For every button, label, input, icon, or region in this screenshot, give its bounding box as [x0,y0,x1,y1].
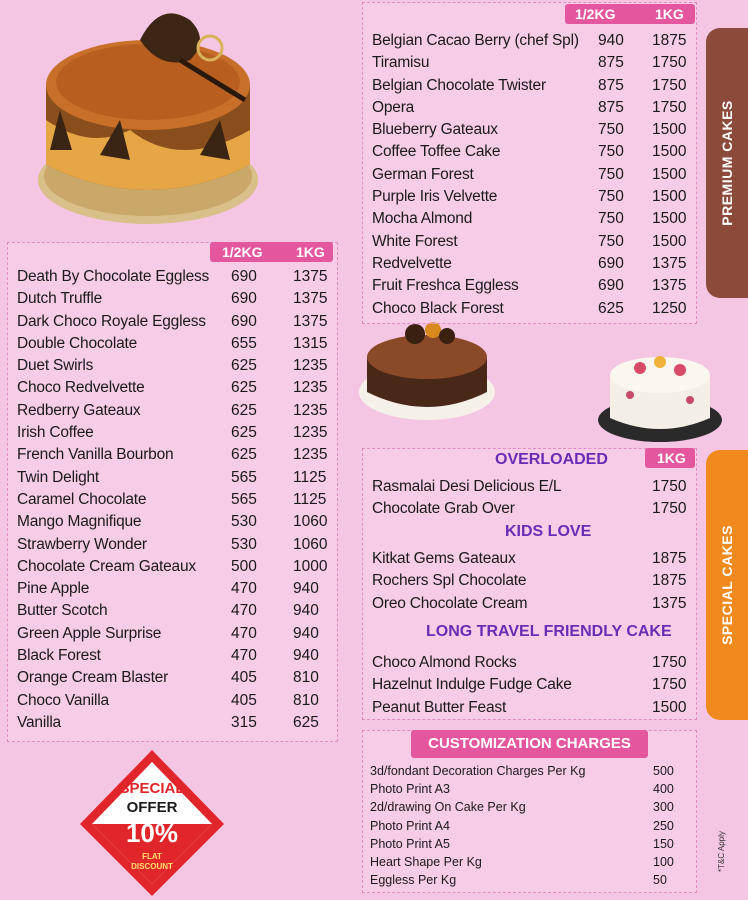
customization-row [370,780,680,798]
cake-name: Vanilla [17,713,61,731]
price-half-kg: 625 [231,446,257,464]
kids-love-list [362,548,697,615]
price-half-kg: 875 [598,76,624,94]
price-1kg: 1500 [652,165,687,183]
cake-name: Strawberry Wonder [17,535,147,553]
price-1kg: 1375 [652,277,687,295]
price-1kg: 940 [293,602,319,620]
cake-row [7,712,338,734]
caramel-cake-image [30,0,270,235]
price-1kg: 940 [293,624,319,642]
customization-price: 400 [653,782,674,797]
long-travel-title: LONG TRAVEL FRIENDLY CAKE [426,623,672,640]
customization-title [411,730,648,758]
cake-name: Double Chocolate [17,334,138,352]
cake-name: Choco Black Forest [372,299,504,317]
price-half-kg: 750 [598,188,624,206]
price-half-kg: 625 [598,299,624,317]
cake-row [7,690,338,712]
offer-line-flat: FLAT [142,852,162,861]
price-1kg: 1750 [652,676,687,694]
cake-row [362,186,697,208]
price-1kg: 1750 [652,654,687,671]
price-1kg: 810 [293,669,319,687]
cake-name: Peanut Butter Feast [372,698,507,716]
price-half-kg: 750 [598,143,624,161]
cake-name: Rasmalai Desi Delicious E/L [372,478,562,495]
cake-row [7,534,338,556]
cake-row [362,164,697,186]
overloaded-list [362,476,697,521]
cake-row [362,548,697,570]
offer-line-special: SPECIAL [119,780,185,797]
price-1kg: 1500 [652,188,687,206]
cake-row [7,355,338,377]
price-half-kg: 470 [231,580,257,598]
cake-name: Hazelnut Indulge Fudge Cake [372,676,572,694]
customization-name: Heart Shape Per Kg [370,855,482,869]
cake-row [7,578,338,600]
classic-col-full: 1KG [296,244,325,260]
customization-name: 2d/drawing On Cake Per Kg [370,800,526,815]
cake-row [362,75,697,97]
customization-row [370,871,680,889]
cake-name: Coffee Toffee Cake [372,143,501,161]
cake-name: Dark Choco Royale Eggless [17,312,206,330]
cake-row [7,600,338,622]
cake-row [362,141,697,163]
price-half-kg: 470 [231,624,257,642]
price-1kg: 1875 [652,550,687,567]
customization-price: 50 [653,873,667,888]
offer-percent: 10% [125,818,179,848]
price-half-kg: 690 [231,268,257,285]
cake-row [362,231,697,253]
cake-name: Black Forest [17,647,101,665]
cake-name: German Forest [372,165,474,183]
price-half-kg: 565 [231,468,257,486]
price-half-kg: 625 [231,379,257,397]
cake-row [362,275,697,297]
price-1kg: 1235 [293,379,328,397]
classic-col-half: 1/2KG [222,244,263,260]
price-half-kg: 470 [231,602,257,620]
price-half-kg: 530 [231,513,257,531]
classic-price-header [210,242,333,262]
price-1kg: 1750 [652,98,687,116]
customization-row [370,853,680,871]
customization-name: Photo Print A4 [370,818,450,833]
cake-row [362,570,697,592]
cake-name: Opera [372,98,415,116]
price-half-kg: 940 [598,32,624,49]
price-half-kg: 875 [598,54,624,72]
price-half-kg: 750 [598,165,624,183]
cake-row [7,556,338,578]
price-1kg: 1060 [293,535,328,553]
cake-row [362,498,697,520]
cake-name: Choco Almond Rocks [372,654,517,671]
cake-name: Orange Cream Blaster [17,669,169,687]
price-1kg: 1500 [652,698,687,716]
cake-name: Redvelvette [372,254,452,272]
customization-price: 500 [653,764,674,778]
cake-row [362,30,697,52]
price-half-kg: 690 [231,290,257,308]
cake-name: Mango Magnifique [17,513,142,531]
long-travel-list [362,652,697,719]
cake-row [362,652,697,674]
cake-name: Belgian Cacao Berry (chef Spl) [372,32,579,49]
customization-name: 3d/fondant Decoration Charges Per Kg [370,764,586,778]
special-price-header [645,448,695,468]
price-1kg: 1375 [293,312,328,330]
price-1kg: 1375 [652,594,687,612]
cake-name: Death By Chocolate Eggless [17,268,210,285]
cake-name: Redberry Gateaux [17,401,141,419]
special-tab-label: SPECIAL CAKES [719,525,735,645]
premium-cakes-tab [706,28,748,298]
price-1kg: 1375 [293,290,328,308]
price-1kg: 1875 [652,572,687,590]
cake-row [7,288,338,310]
customization-price: 300 [653,800,674,815]
customization-name: Eggless Per Kg [370,873,457,888]
white-floral-cake-image [595,340,725,445]
price-1kg: 1750 [652,500,687,518]
cake-name: Dutch Truffle [17,290,102,308]
cake-name: Pine Apple [17,580,90,598]
price-half-kg: 315 [231,713,257,731]
customization-row [370,835,680,853]
price-1kg: 1000 [293,557,328,575]
classic-cake-list [7,266,338,734]
cake-name: Kitkat Gems Gateaux [372,550,516,567]
cake-name: Oreo Chocolate Cream [372,594,528,612]
cake-name: Chocolate Cream Gateaux [17,557,196,575]
kids-love-title: KIDS LOVE [505,523,592,540]
terms-footnote: *T&C Apply [717,831,726,872]
cake-row [7,333,338,355]
customization-title-text: CUSTOMIZATION CHARGES [428,735,631,752]
price-half-kg: 470 [231,647,257,665]
tiramisu-cake-image [355,312,500,430]
price-1kg: 1250 [652,299,687,317]
premium-cake-list [362,30,697,320]
price-1kg: 1125 [293,468,327,486]
customization-name: Photo Print A5 [370,836,450,851]
price-half-kg: 625 [231,401,257,419]
cake-name: Rochers Spl Chocolate [372,572,527,590]
price-1kg: 1235 [293,446,328,464]
cake-row [7,511,338,533]
price-1kg: 1500 [652,232,687,250]
cake-row [7,444,338,466]
price-1kg: 1500 [652,210,687,228]
price-1kg: 1875 [652,32,687,49]
price-half-kg: 405 [231,669,257,687]
customization-row [370,798,680,816]
cake-row [7,645,338,667]
price-half-kg: 875 [598,98,624,116]
price-half-kg: 565 [231,490,257,508]
cake-row [7,422,338,444]
cake-row [362,593,697,615]
customization-price: 150 [653,836,674,851]
premium-price-header [565,4,695,24]
cake-row [362,97,697,119]
cake-row [362,253,697,275]
cake-row [362,476,697,498]
cake-row [362,298,697,320]
price-half-kg: 500 [231,557,257,575]
price-half-kg: 690 [598,277,624,295]
cake-row [7,377,338,399]
price-1kg: 810 [293,691,319,709]
price-1kg: 1235 [293,401,328,419]
price-half-kg: 625 [231,357,257,375]
price-1kg: 1235 [293,424,328,442]
price-half-kg: 690 [231,312,257,330]
customization-price: 250 [653,818,674,833]
cake-name: French Vanilla Bourbon [17,446,174,464]
cake-name: Caramel Chocolate [17,490,147,508]
cake-row [7,623,338,645]
cake-name: Tiramisu [372,54,430,72]
premium-tab-label: PREMIUM CAKES [719,100,735,226]
price-1kg: 1750 [652,478,687,495]
price-half-kg: 750 [598,210,624,228]
cake-row [362,119,697,141]
cake-row [362,208,697,230]
cake-row [7,489,338,511]
customization-row [370,762,680,780]
price-1kg: 1500 [652,143,687,161]
premium-col-half: 1/2KG [575,6,616,22]
price-half-kg: 530 [231,535,257,553]
cake-row [362,674,697,696]
cake-name: Blueberry Gateaux [372,121,498,139]
cake-row [7,400,338,422]
price-half-kg: 625 [231,424,257,442]
cake-row [362,697,697,719]
cake-name: Butter Scotch [17,602,108,620]
price-1kg: 940 [293,580,319,598]
cake-name: Duet Swirls [17,357,94,375]
cake-name: Mocha Almond [372,210,473,228]
premium-col-full: 1KG [655,6,684,22]
cake-name: Fruit Freshca Eggless [372,277,519,295]
price-half-kg: 750 [598,232,624,250]
price-1kg: 1750 [652,54,687,72]
price-1kg: 1750 [652,76,687,94]
price-half-kg: 405 [231,691,257,709]
cake-name: Twin Delight [17,468,100,486]
cake-row [7,467,338,489]
price-1kg: 940 [293,647,319,665]
cake-name: Choco Vanilla [17,691,109,709]
price-1kg: 1375 [293,268,328,285]
cake-row [7,667,338,689]
cake-name: Green Apple Surprise [17,624,162,642]
cake-row [362,52,697,74]
price-half-kg: 690 [598,254,624,272]
customization-price: 100 [653,855,674,869]
offer-line-offer: OFFER [126,799,178,816]
offer-line-discount: DISCOUNT [131,862,173,871]
cake-name: White Forest [372,232,458,250]
price-1kg: 1125 [293,490,327,508]
price-half-kg: 750 [598,121,624,139]
cake-name: Irish Coffee [17,424,94,442]
cake-name: Belgian Chocolate Twister [372,76,546,94]
special-col-full: 1KG [657,450,686,466]
overloaded-title: OVERLOADED [495,451,608,468]
price-1kg: 1235 [293,357,328,375]
cake-name: Chocolate Grab Over [372,500,515,518]
price-1kg: 1060 [293,513,328,531]
cake-name: Choco Redvelvette [17,379,145,397]
customization-name: Photo Print A3 [370,782,450,797]
price-1kg: 1315 [293,334,328,352]
customization-row [370,817,680,835]
price-half-kg: 655 [231,334,257,352]
cake-name: Purple Iris Velvette [372,188,498,206]
cake-row [7,266,338,288]
cake-row [7,311,338,333]
price-1kg: 625 [293,713,319,731]
price-1kg: 1500 [652,121,687,139]
special-cakes-tab [706,450,748,720]
price-1kg: 1375 [652,254,687,272]
